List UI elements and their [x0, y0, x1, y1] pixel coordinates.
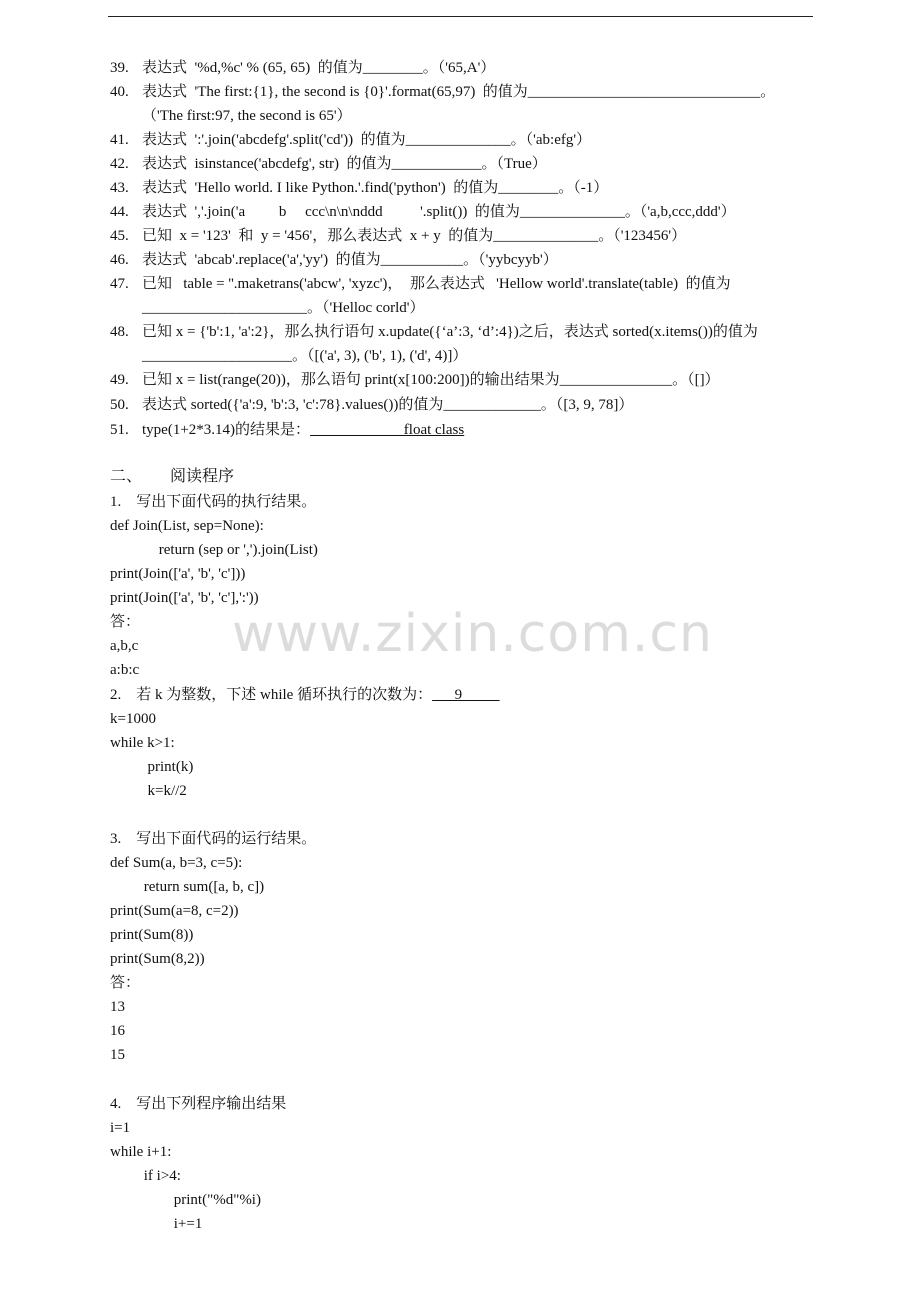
question-line: （'The first:97, the second is 65'）: [142, 108, 352, 124]
code-line: k=k//2: [110, 783, 187, 799]
code-line: print(Join(['a', 'b', 'c'])): [110, 566, 246, 582]
code-line: print("%d"%i): [110, 1192, 261, 1208]
question-line: 46. 表达式 'abcab'.replace('a','yy') 的值为___________。（'yybcyyb'）: [110, 252, 558, 268]
code-line: print(Join(['a', 'b', 'c'],':')): [110, 590, 259, 606]
question-line: 40. 表达式 'The first:{1}, the second is {0}'.format(65,97) 的值为_______________________________。: [110, 84, 776, 100]
answer-underline: float class: [310, 422, 465, 438]
question-line: ______________________。（'Helloc corld'）: [142, 300, 425, 316]
code-line: return sum([a, b, c]): [110, 879, 265, 895]
question-line: 49. 已知 x = list(range(20))，那么语句 print(x[100:200])的输出结果为_______________。（[]）: [110, 372, 720, 388]
question-line: 39. 表达式 '%d,%c' % (65, 65) 的值为________。（'65,A'）: [110, 60, 496, 76]
question-line: 43. 表达式 'Hello world. I like Python.'.find('python') 的值为________。（-1）: [110, 180, 609, 196]
question-line: 51. type(1+2*3.14)的结果是： float class: [110, 422, 465, 438]
question-line: ____________________。（[('a', 3), ('b', 1), ('d', 4)]）: [142, 348, 468, 364]
code-line: while k>1:: [110, 735, 175, 751]
code-line: i+=1: [110, 1216, 203, 1232]
code-line: k=1000: [110, 711, 156, 727]
section-heading: 二、 阅读程序: [110, 468, 235, 485]
code-line: if i>4:: [110, 1168, 181, 1184]
watermark: www.zixin.com.cn: [232, 604, 713, 664]
text-line: 4. 写出下列程序输出结果: [110, 1096, 287, 1112]
code-line: return (sep or ',').join(List): [110, 542, 318, 558]
output-line: a:b:c: [110, 662, 140, 678]
code-line: print(k): [110, 759, 194, 775]
code-line: print(Sum(a=8, c=2)): [110, 903, 239, 919]
code-line: i=1: [110, 1120, 131, 1136]
text-line: 答：: [110, 614, 141, 630]
output-line: 16: [110, 1023, 125, 1039]
question-line: 50. 表达式 sorted({'a':9, 'b':3, 'c':78}.values())的值为_____________。（[3, 9, 78]）: [110, 397, 634, 413]
code-line: print(Sum(8)): [110, 927, 194, 943]
question-line: 48. 已知 x = {'b':1, 'a':2}，那么执行语句 x.update({‘a’:3, ‘d’:4})之后，表达式 sorted(x.items())的值为: [110, 324, 758, 340]
question-line: 44. 表达式 ','.join('a b ccc\n\n\nddd '.split()) 的值为______________。（'a,b,ccc,ddd'）: [110, 204, 736, 220]
header-rule: [108, 16, 813, 17]
output-line: 13: [110, 999, 125, 1015]
output-line: a,b,c: [110, 638, 139, 654]
question-line: 41. 表达式 ':'.join('abcdefg'.split('cd')) 的值为______________。（'ab:efg'）: [110, 132, 592, 148]
question-line: 42. 表达式 isinstance('abcdefg', str) 的值为____________。（True）: [110, 156, 547, 172]
answer-underline: 9: [432, 687, 500, 703]
code-line: while i+1:: [110, 1144, 172, 1160]
output-line: 15: [110, 1047, 125, 1063]
text-line: 3. 写出下面代码的运行结果。: [110, 831, 317, 847]
text-line: 1. 写出下面代码的执行结果。: [110, 494, 317, 510]
question-line: 47. 已知 table = ''.maketrans('abcw', 'xyzc')， 那么表达式 'Hellow world'.translate(table) 的值为: [110, 276, 731, 292]
code-line: def Sum(a, b=3, c=5):: [110, 855, 243, 871]
question-line: 45. 已知 x = '123' 和 y = '456'，那么表达式 x + y 的值为______________。（'123456'）: [110, 228, 687, 244]
text-line: 答：: [110, 975, 141, 991]
code-line: print(Sum(8,2)): [110, 951, 205, 967]
code-line: def Join(List, sep=None):: [110, 518, 264, 534]
text-line: 2. 若 k 为整数，下述 while 循环执行的次数为： 9: [110, 687, 500, 703]
